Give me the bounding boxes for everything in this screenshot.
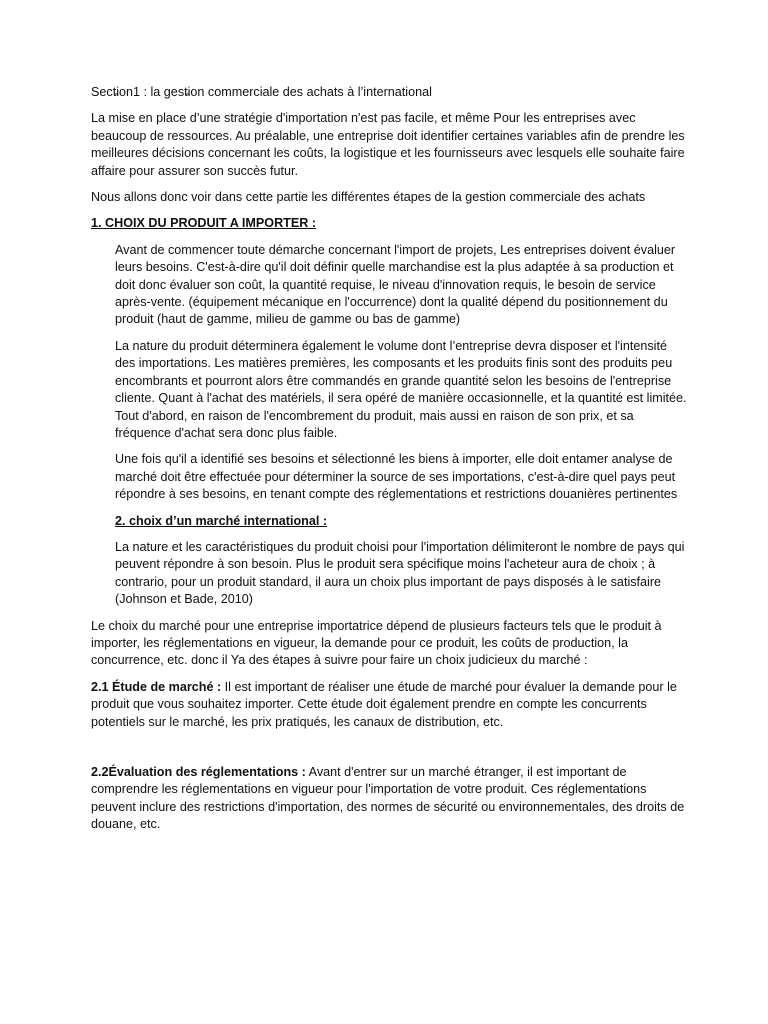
subsection-2-2-label: 2.2Évaluation des réglementations : — [91, 765, 306, 779]
section-1-paragraph: La nature du produit déterminera également le volume dont l’entreprise devra disposer et l'intensité des importations. Les matières premières, les composants et les produits finis sont des produits peu encombrants et pourront alors être commandés en grande quantité selon les besoins de l'entreprise cliente. Quant à l'achat des matériels, il sera opéré de manière occasionnelle, et la quantité est limitée. Tout d'abord, en raison de l'encombrement du produit, mais aussi en raison de son prix, et sa fréquence d'achat sera donc plus faible. — [115, 338, 687, 440]
heading-choix-produit: 1. CHOIX DU PRODUIT A IMPORTER : — [91, 216, 317, 231]
section-1-paragraph: Une fois qu'il a identifié ses besoins et sélectionné les biens à importer, elle doit entamer analyse de marché doit être effectuée pour déterminer la source de ses importations, c'est-à-dire quel pays peut répondre à ses besoins, en tenant compte des réglementations et restrictions douanières pertinentes — [115, 452, 678, 502]
subsection-2-1-text: Il est important de réaliser une étude de marché pour évaluer la demande pour le produit que vous souhaitez importer. Cette étude doit également prendre en compte les concurrents potentiels sur le marché, les prix pratiqués, les canaux de distribution, etc. — [91, 679, 677, 729]
section-1-paragraph: Avant de commencer toute démarche concernant l'import de projets, Les entreprises doivent évaluer leurs besoins. C'est-à-dire qu'il doit définir quelle marchandise est la plus adaptée à sa production et doit donc évaluer son coût, la quantité requise, le niveau d'innovation requis, le besoin de service après-vente. (équipement mécanique en l'occurrence) dont la qualité dépend du positionnement du produit (haut de gamme, milieu de gamme ou bas de gamme) — [115, 242, 676, 327]
subsection-2-2-text: Avant d'entrer sur un marché étranger, il est important de comprendre les réglementations en vigueur pour l'importation de votre produit. Ces réglementations peuvent inclure des restrictions d'importation, des normes de sécurité ou environnementales, des droits de douane, etc. — [91, 765, 685, 832]
plan-paragraph: Nous allons donc voir dans cette partie les différentes étapes de la gestion commerciale des achats — [91, 190, 646, 205]
section-1-body — [91, 242, 688, 609]
section-2-paragraph: La nature et les caractéristiques du produit choisi pour l'importation délimiteront le nombre de pays qui peuvent répondre à son besoin. Plus le produit sera spécifique moins l'acheteur aura de choix ; à contrario, pour un produit standard, il aura un choix plus important de pays disposés à le satisfaire (Johnson et Bade, 2010) — [115, 539, 685, 607]
intro-paragraph: La mise en place d’une stratégie d'importation n'est pas facile, et même Pour les entreprises avec beaucoup de ressources. Au préalable, une entreprise doit identifier certaines variables afin de prendre les meilleures décisions concernant les coûts, la logistique et les fournisseurs avec lesquels elle souhaite faire affaire pour assurer son succès futur. — [91, 111, 685, 178]
subsection-2-1-label: 2.1 Étude de marché : — [91, 679, 222, 694]
subsection-2-1 — [91, 679, 688, 731]
section-title: Sect̵ion1 : la gest̵ion commerciale des achats à l’international — [91, 85, 432, 99]
heading-choix-marche: 2. choix d’un marché international : — [115, 513, 328, 528]
market-paragraph: Le choix du marché pour une entreprise importatrice dépend de plusieurs facteurs tels que le produit à importer, les réglementations en vigueur, la demande pour ce produit, les coûts de production, la concurrence, etc. donc il Ya des étapes à suivre pour faire un choix judicieux du marché : — [91, 618, 662, 668]
spacer — [91, 740, 688, 764]
subsection-2-2 — [91, 764, 688, 834]
